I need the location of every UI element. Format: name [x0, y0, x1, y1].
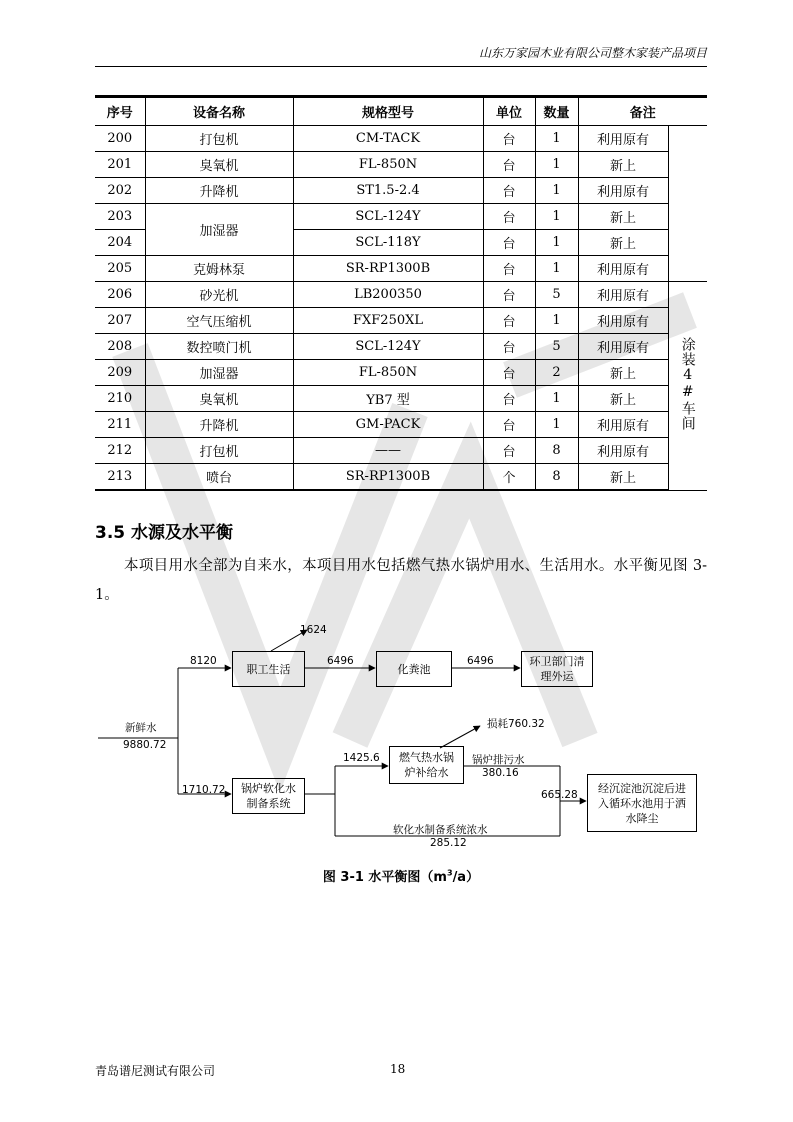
cell-qty: 1 [535, 126, 578, 152]
cell-unit: 台 [483, 282, 535, 308]
cell-no: 201 [95, 152, 145, 178]
label-1710: 1710.72 [182, 784, 226, 796]
cell-unit: 台 [483, 178, 535, 204]
cell-spec: FL-850N [293, 360, 483, 386]
cell-spec: SR-RP1300B [293, 464, 483, 491]
cell-qty: 1 [535, 256, 578, 282]
box-staff-living: 职工生活 [232, 651, 305, 687]
label-6496-a: 6496 [327, 655, 354, 667]
cell-no: 211 [95, 412, 145, 438]
cell-note: 利用原有 [578, 412, 668, 438]
table-row [95, 282, 707, 308]
table-row [95, 438, 707, 464]
col-header-note: 备注 [578, 97, 707, 126]
cell-qty: 5 [535, 282, 578, 308]
section-paragraph: 本项目用水全部为自来水，本项目用水包括燃气热水锅炉用水、生活用水。水平衡见图 3-1。 [95, 558, 707, 603]
cell-name: 加湿器 [145, 360, 293, 386]
water-balance-diagram [95, 618, 707, 858]
box-sanitation: 环卫部门清理外运 [521, 651, 593, 687]
label-concentrate: 软化水制备系统浓水 [393, 824, 488, 836]
cell-qty: 8 [535, 464, 578, 491]
cell-unit: 台 [483, 204, 535, 230]
equipment-table [95, 95, 707, 491]
cell-note: 新上 [578, 152, 668, 178]
cell-qty: 1 [535, 230, 578, 256]
cell-unit: 个 [483, 464, 535, 491]
cell-spec: FL-850N [293, 152, 483, 178]
cell-unit: 台 [483, 438, 535, 464]
cell-spec: SR-RP1300B [293, 256, 483, 282]
table-row [95, 126, 707, 152]
cell-unit: 台 [483, 308, 535, 334]
caption-tail: /a） [452, 870, 480, 885]
cell-name: 空气压缩机 [145, 308, 293, 334]
cell-unit: 台 [483, 412, 535, 438]
cell-name: 升降机 [145, 178, 293, 204]
cell-name: 打包机 [145, 438, 293, 464]
cell-note: 利用原有 [578, 334, 668, 360]
label-1624: 1624 [300, 624, 327, 636]
table-row [95, 464, 707, 491]
cell-qty: 1 [535, 178, 578, 204]
cell-unit: 台 [483, 152, 535, 178]
label-boiler-discharge: 锅炉排污水 [472, 754, 525, 766]
cell-no: 200 [95, 126, 145, 152]
cell-unit: 台 [483, 334, 535, 360]
cell-workshop-note [668, 282, 707, 491]
section-title: 3.5 水源及水平衡 [95, 523, 234, 543]
label-fresh-water: 新鲜水 [125, 722, 157, 734]
label-1425: 1425.6 [343, 752, 380, 764]
page-header: 山东万家园木业有限公司整木家装产品项目 [478, 46, 707, 60]
table-row [95, 412, 707, 438]
cell-no: 209 [95, 360, 145, 386]
cell-unit: 台 [483, 230, 535, 256]
cell-spec: ST1.5-2.4 [293, 178, 483, 204]
cell-spec: —— [293, 438, 483, 464]
cell-no: 204 [95, 230, 145, 256]
cell-unit: 台 [483, 256, 535, 282]
cell-unit: 台 [483, 126, 535, 152]
cell-spec: CM-TACK [293, 126, 483, 152]
caption-text: 图 3-1 水平衡图（m [322, 870, 447, 885]
cell-no: 206 [95, 282, 145, 308]
cell-spec: SCL-124Y [293, 334, 483, 360]
table-row [95, 152, 707, 178]
cell-name: 臭氧机 [145, 152, 293, 178]
cell-name: 升降机 [145, 412, 293, 438]
table-header-row [95, 97, 707, 126]
label-665: 665.28 [541, 789, 578, 801]
col-header-unit: 单位 [483, 97, 535, 126]
header-rule [95, 66, 707, 67]
table-row [95, 204, 707, 230]
box-sedimentation: 经沉淀池沉淀后进入循环水池用于洒水降尘 [587, 774, 697, 832]
box-septic-tank: 化粪池 [376, 651, 452, 687]
label-loss: 损耗760.32 [487, 718, 545, 730]
col-header-qty: 数量 [535, 97, 578, 126]
cell-note: 新上 [578, 230, 668, 256]
cell-note: 新上 [578, 204, 668, 230]
cell-spec: LB200350 [293, 282, 483, 308]
footer-page-number: 18 [390, 1062, 406, 1076]
label-6496-b: 6496 [467, 655, 494, 667]
cell-qty: 1 [535, 204, 578, 230]
cell-unit: 台 [483, 360, 535, 386]
cell-spec: FXF250XL [293, 308, 483, 334]
cell-qty: 1 [535, 308, 578, 334]
table-row [95, 178, 707, 204]
cell-qty: 1 [535, 386, 578, 412]
cell-note: 新上 [578, 386, 668, 412]
cell-name: 数控喷门机 [145, 334, 293, 360]
label-9880: 9880.72 [123, 739, 167, 751]
cell-name: 打包机 [145, 126, 293, 152]
label-380: 380.16 [482, 767, 519, 779]
cell-no: 203 [95, 204, 145, 230]
cell-note: 利用原有 [578, 282, 668, 308]
cell-spec: GM-PACK [293, 412, 483, 438]
cell-qty: 1 [535, 412, 578, 438]
cell-no: 212 [95, 438, 145, 464]
table-row [95, 334, 707, 360]
cell-no: 205 [95, 256, 145, 282]
cell-no: 210 [95, 386, 145, 412]
table-row [95, 308, 707, 334]
cell-name: 臭氧机 [145, 386, 293, 412]
table-row [95, 360, 707, 386]
cell-qty: 2 [535, 360, 578, 386]
cell-name: 砂光机 [145, 282, 293, 308]
cell-spec: SCL-118Y [293, 230, 483, 256]
cell-note: 利用原有 [578, 126, 668, 152]
cell-qty: 8 [535, 438, 578, 464]
cell-note: 利用原有 [578, 178, 668, 204]
cell-no: 207 [95, 308, 145, 334]
col-header-name: 设备名称 [145, 97, 293, 126]
table-row [95, 386, 707, 412]
figure-caption [95, 866, 707, 885]
cell-no: 208 [95, 334, 145, 360]
cell-group-note-empty [668, 126, 707, 282]
cell-note: 新上 [578, 464, 668, 491]
cell-name: 加湿器 [145, 204, 293, 256]
workshop-note-text: 涂装4#车间 [679, 336, 696, 431]
cell-note: 新上 [578, 360, 668, 386]
footer-company: 青岛谱尼测试有限公司 [95, 1064, 216, 1078]
label-285: 285.12 [430, 837, 467, 849]
cell-note: 利用原有 [578, 438, 668, 464]
col-header-spec: 规格型号 [293, 97, 483, 126]
cell-name: 喷台 [145, 464, 293, 491]
cell-spec: YB7 型 [293, 386, 483, 412]
cell-no: 202 [95, 178, 145, 204]
label-8120: 8120 [190, 655, 217, 667]
cell-note: 利用原有 [578, 256, 668, 282]
col-header-no: 序号 [95, 97, 145, 126]
box-softener: 锅炉软化水制备系统 [232, 778, 305, 814]
table-row [95, 256, 707, 282]
cell-qty: 5 [535, 334, 578, 360]
cell-no: 213 [95, 464, 145, 491]
box-boiler-makeup: 燃气热水锅炉补给水 [389, 746, 464, 784]
cell-name: 克姆林泵 [145, 256, 293, 282]
cell-note: 利用原有 [578, 308, 668, 334]
caption-sup: 3 [446, 868, 453, 878]
cell-spec: SCL-124Y [293, 204, 483, 230]
cell-qty: 1 [535, 152, 578, 178]
cell-unit: 台 [483, 386, 535, 412]
